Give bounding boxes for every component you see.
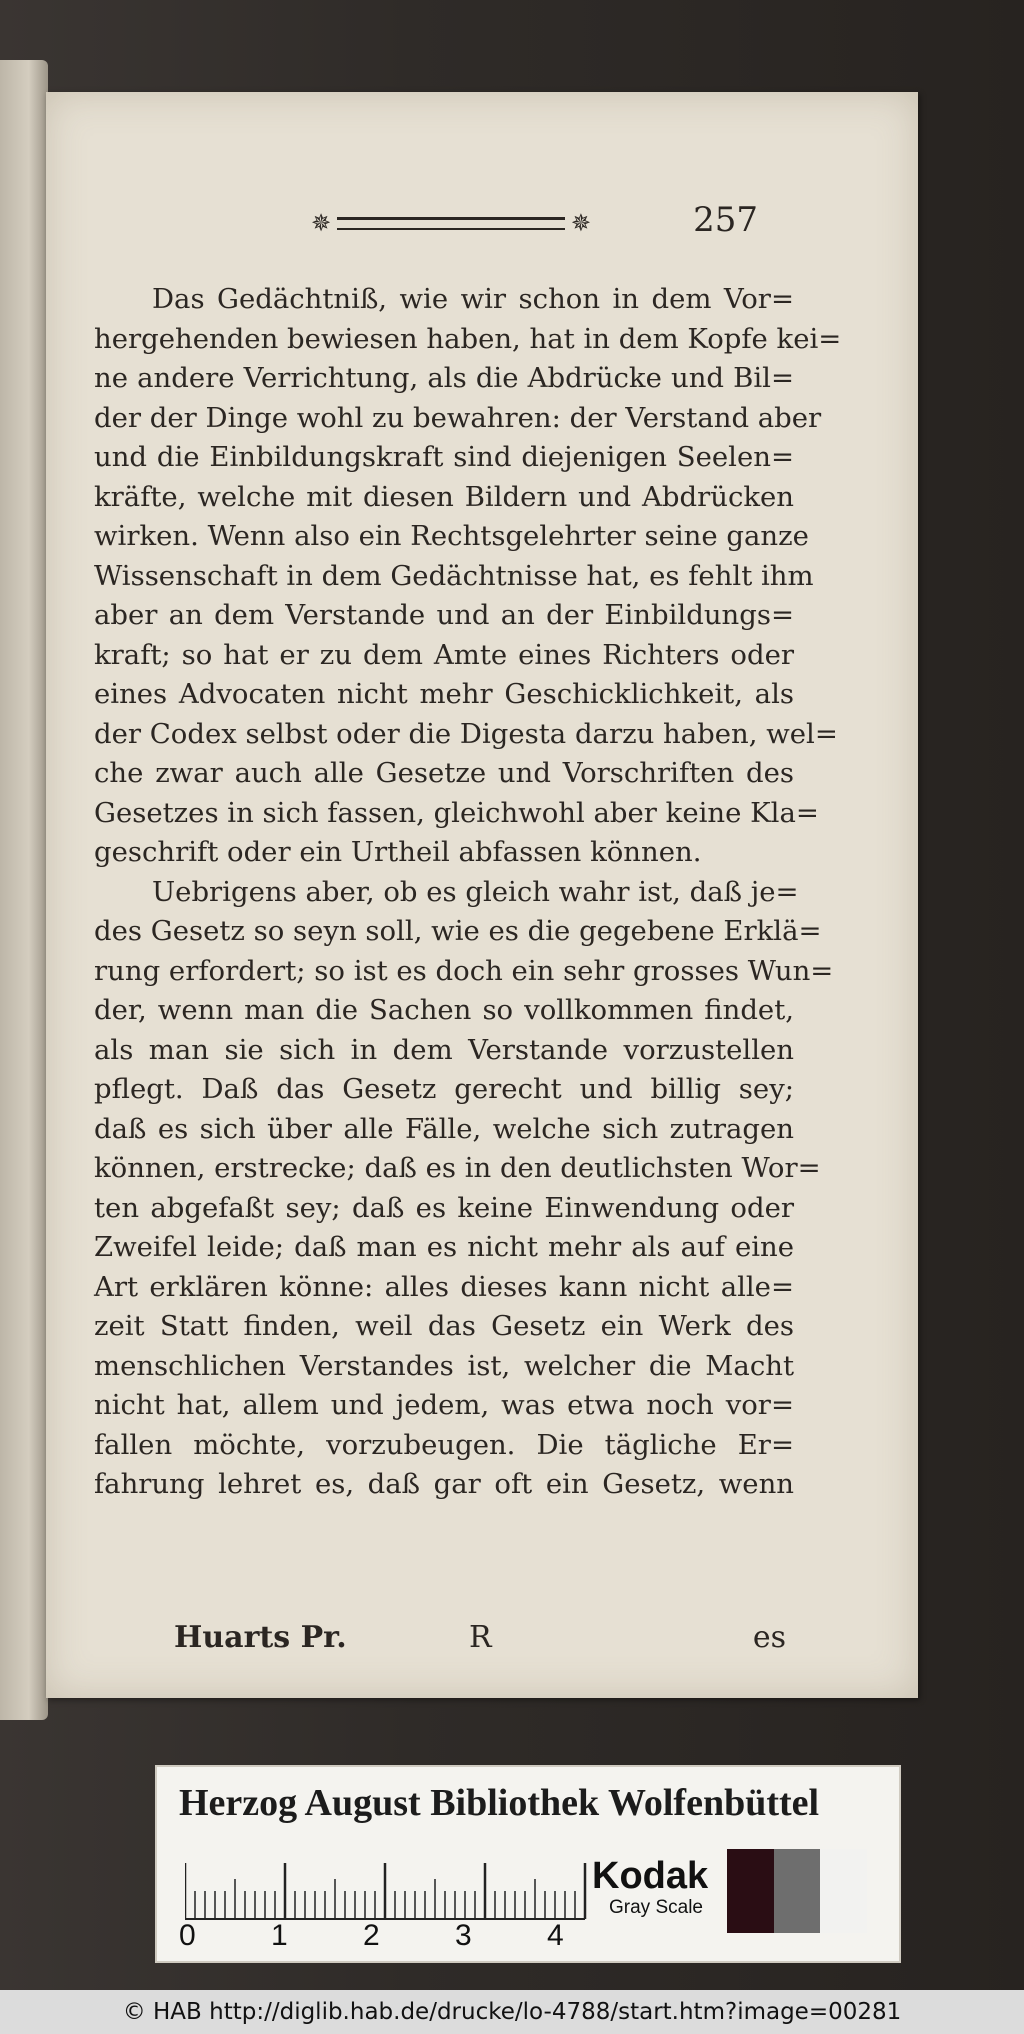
kodak-logo: Kodak: [592, 1855, 709, 1897]
page-number: 257: [693, 200, 758, 240]
text-line: Wissenschaft in dem Gedächtnisse hat, es fehlt ihm: [94, 559, 814, 592]
gray-patch: [727, 1849, 774, 1933]
text-line: geschrift oder ein Urtheil abfassen können.: [94, 836, 702, 868]
text-line: Art erklären könne: alles dieses kann nicht alle=: [94, 1270, 794, 1303]
text-line: fahrung lehret es, daß gar oft ein Gesetz, wenn: [94, 1468, 794, 1500]
left-page-edge: [0, 60, 48, 1720]
text-line: fallen möchte, vorzubeugen. Die tägliche Er=: [94, 1428, 794, 1461]
text-line: als man sie sich in dem Verstande vorzustellen: [94, 1033, 794, 1066]
text-line: können, erstrecke; daß es in den deutlichsten Wor=: [94, 1152, 821, 1184]
ruler-number: 0: [179, 1919, 196, 1952]
text-line: daß es sich über alle Fälle, welche sich zutragen: [94, 1112, 794, 1145]
text-line: der der Dinge wohl zu bewahren: der Verstand aber: [94, 401, 822, 434]
text-line: wirken. Wenn also ein Rechtsgelehrter seine ganze: [94, 520, 809, 552]
text-line: Gesetzes in sich fassen, gleichwohl aber keine Kla=: [94, 796, 819, 829]
text-line: und die Einbildungskraft sind diejenigen Seelen=: [94, 441, 794, 473]
text-line: Uebrigens aber, ob es gleich wahr ist, daß je=: [152, 875, 799, 908]
ornament-rule: [337, 217, 565, 230]
text-line: ten abgefaßt sey; daß es keine Einwendung oder: [94, 1191, 794, 1224]
text-line: kraft; so hat er zu dem Amte eines Richters oder: [94, 638, 794, 671]
text-line: Das Gedächtniß, wie wir schon in dem Vor=: [152, 283, 794, 315]
page-footer: [94, 1620, 794, 1664]
ruler-number: 2: [363, 1919, 380, 1952]
library-name: Herzog August Bibliothek Wolfenbüttel: [179, 1782, 820, 1824]
ornament-star-icon: ✵: [311, 209, 332, 237]
text-line: Zweifel leide; daß man es nicht mehr als auf eine: [94, 1231, 794, 1263]
running-catchword: Huarts Pr.: [174, 1620, 347, 1655]
book-page: [46, 92, 918, 1698]
credit-bar: © HAB http://diglib.hab.de/drucke/lo-4788/start.htm?image=00281: [0, 1990, 1024, 2034]
header-ornament: [311, 210, 591, 236]
text-line: rung erfordert; so ist es doch ein sehr grosses Wun=: [94, 954, 834, 987]
body-text: [94, 280, 842, 1505]
gray-patches: [727, 1849, 867, 1933]
gray-patch: [820, 1849, 867, 1933]
text-line: pflegt. Daß das Gesetz gerecht und billig sey;: [94, 1073, 794, 1105]
ruler-numbers: [179, 1919, 619, 1953]
text-line: zeit Statt finden, weil das Gesetz ein Werk des: [94, 1310, 794, 1342]
text-line: des Gesetz so seyn soll, wie es die gegebene Erklä=: [94, 915, 822, 947]
catchword: es: [752, 1620, 786, 1655]
text-line: hergehenden bewiesen haben, hat in dem Kopfe kei=: [94, 322, 842, 355]
text-line: eines Advocaten nicht mehr Geschicklichkeit, als: [94, 678, 794, 710]
text-line: ne andere Verrichtung, als die Abdrücke und Bil=: [94, 362, 794, 394]
ruler-scale: [185, 1861, 595, 1921]
gray-patch: [774, 1849, 821, 1933]
signature-mark: R: [469, 1620, 492, 1655]
text-line: menschlichen Verstandes ist, welcher die Macht: [94, 1349, 794, 1382]
ornament-star-icon: ✵: [570, 209, 591, 237]
color-calibration-bar: [155, 1765, 901, 1963]
ruler-number: 4: [547, 1919, 564, 1952]
ruler-number: 3: [455, 1919, 472, 1952]
gray-scale-label: Gray Scale: [609, 1897, 703, 1918]
text-line: der, wenn man die Sachen so vollkommen findet,: [94, 994, 794, 1026]
text-line: kräfte, welche mit diesen Bildern und Abdrücken: [94, 480, 794, 513]
text-line: nicht hat, allem und jedem, was etwa noch vor=: [94, 1389, 794, 1421]
text-line: aber an dem Verstande und an der Einbildungs=: [94, 599, 794, 631]
text-line: der Codex selbst oder die Digesta darzu haben, wel=: [94, 717, 838, 750]
ruler-number: 1: [271, 1919, 288, 1952]
text-line: che zwar auch alle Gesetze und Vorschriften des: [94, 757, 794, 789]
